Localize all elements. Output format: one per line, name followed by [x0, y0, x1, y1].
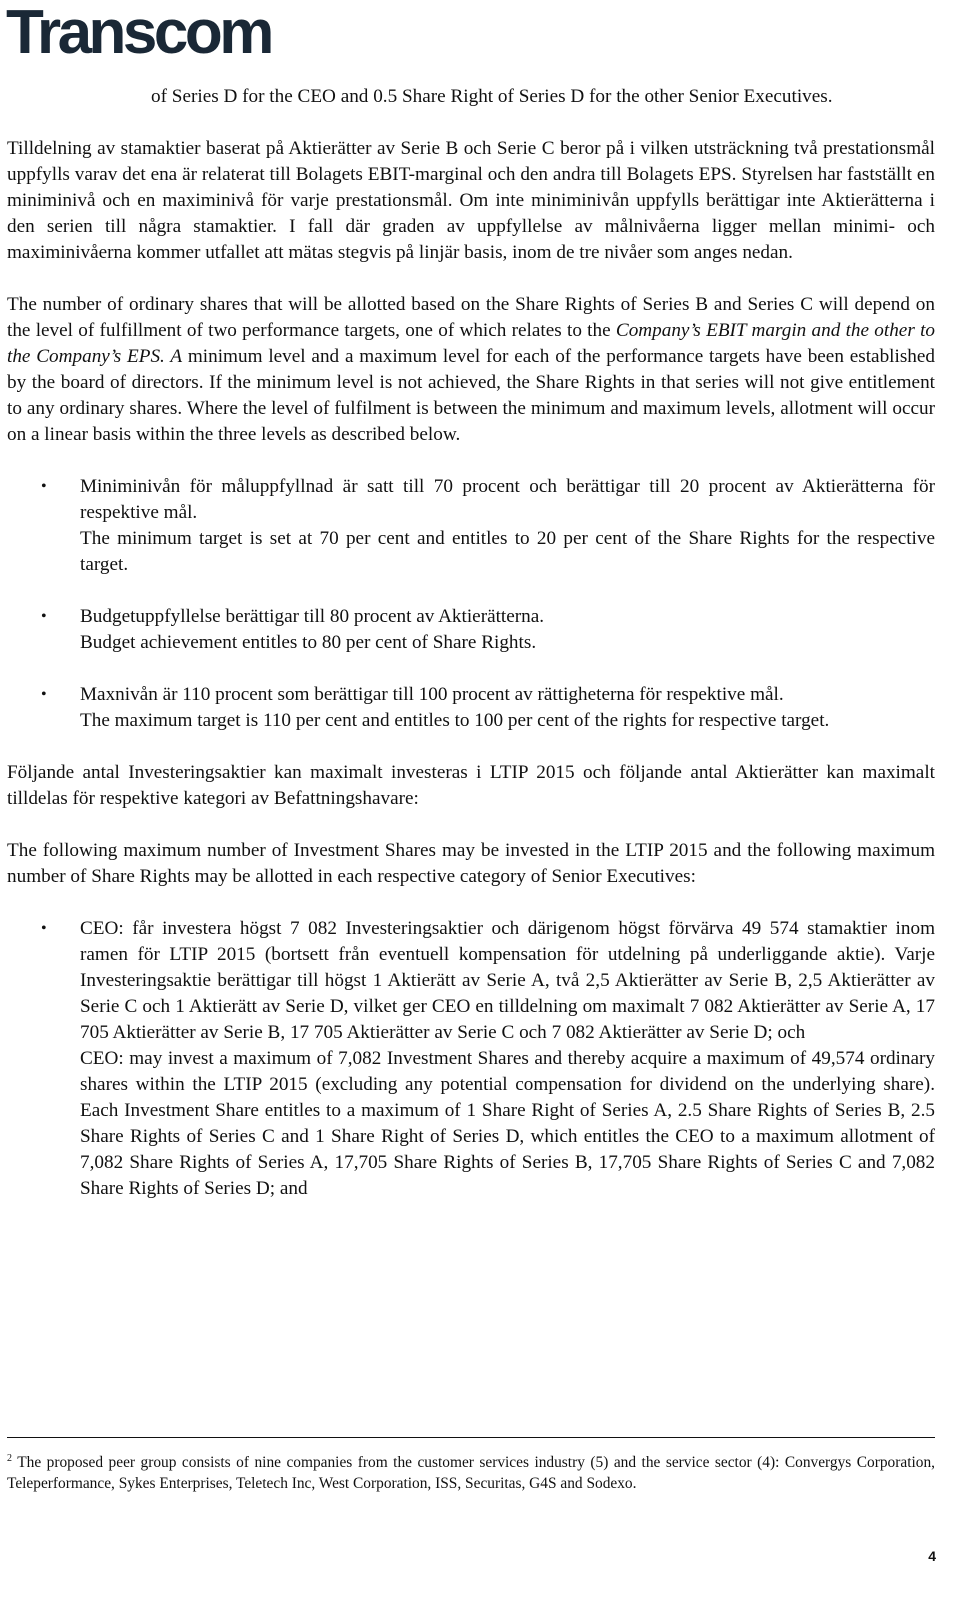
list-item-swedish: CEO: får investera högst 7 082 Investeringsaktier och därigenom högst förvärva 49 574 stamaktier inom ramen för LTIP 2015 (bortsett från eventuell kompensation för utdelning på underliggande aktie). Varje Investeringsaktie berättigar till högst 1 Aktierätt av Serie A, två 2,5 Aktierätter av Serie B, 2,5 Aktierätter av Serie C och 1 Aktierätt av Serie D, vilket ger CEO en tilldelning om maximalt 7 082 Aktierätter av Serie A, 17 705 Aktierätter av Serie B, 17 705 Aktierätter av Serie C och 7 082 Aktierätter av Serie D; och [80, 918, 935, 1043]
list-item-swedish: Miniminivån för måluppfyllnad är satt till 70 procent och berättigar till 20 procent av Aktierätterna för respektive mål. [80, 476, 935, 523]
list-item [7, 474, 935, 578]
bullet-icon: • [41, 608, 47, 625]
paragraph-english-1-part-a: The number of ordinary shares that will be allotted based on the Share Rights of Series B and Series C will depend on the level of fulfillment of two performance targets, one of which relates to the [7, 294, 935, 341]
list-item-swedish: Budgetuppfyllelse berättigar till 80 procent av Aktierätterna. [80, 606, 545, 627]
list-item-english: The minimum target is set at 70 per cent and entitles to 20 per cent of the Share Rights for the respective target. [80, 528, 935, 575]
paragraph-swedish-1: Tilldelning av stamaktier baserat på Aktierätter av Serie B och Serie C beror på i vilken utsträckning två prestationsmål uppfylls varav det ena är relaterat till Bolagets EBIT-marginal och den andra till Bolagets EPS. Styrelsen har fastställt en miniminivå och en maximinivå för varje prestationsmål. Om inte miniminivån uppfylls berättigar inte Aktierätterna i den serien till några stamaktier. I fall där graden av uppfyllelse av målnivåerna ligger mellan minimi- och maximinivåerna kommer utfallet att mätas stegvis på linjär basis, inom de tre nivåer som anges nedan. [7, 138, 935, 263]
paragraph-english-2: The following maximum number of Investment Shares may be invested in the LTIP 2015 and the following maximum number of Share Rights may be allotted in each respective category of Senior Executives: [7, 840, 935, 887]
list-item-english: CEO: may invest a maximum of 7,082 Investment Shares and thereby acquire a maximum of 49,574 ordinary shares within the LTIP 2015 (excluding any potential compensation for dividend on the underlying share). Each Investment Share entitles to a maximum of 1 Share Right of Series A, 2.5 Share Rights of Series B, 2.5 Share Rights of Series C and 1 Share Right of Series D, which entitles the CEO to a maximum allotment of 7,082 Share Rights of Series A, 17,705 Share Rights of Series B, 17,705 Share Rights of Series C and 7,082 Share Rights of Series D; and [80, 1048, 935, 1199]
list-item-english: Budget achievement entitles to 80 per cent of Share Rights. [80, 632, 537, 653]
list-item [7, 682, 935, 734]
footnote-divider [7, 1437, 935, 1438]
bullet-icon: • [41, 686, 47, 703]
page-number: 4 [928, 1548, 936, 1564]
target-levels-list [7, 474, 935, 734]
list-item [7, 604, 935, 656]
paragraph-english-1-italic: Company’s EBIT margin and the other to the Company’s EPS. A [7, 320, 935, 367]
paragraph-english-1 [7, 292, 935, 448]
paragraph-swedish-2: Följande antal Investeringsaktier kan maximalt investeras i LTIP 2015 och följande antal Aktierätter kan maximalt tilldelas för respektive kategori av Befattningshavare: [7, 762, 935, 809]
page-content [7, 84, 935, 1202]
footnote-text: The proposed peer group consists of nine companies from the customer services industry (5) and the service sector (4): Convergys Corporation, Teleperformance, Sykes Enterprises, Teletech Inc, West Corporation, ISS, Securitas, G4S and Sodexo. [7, 1454, 935, 1493]
footnote [7, 1448, 935, 1494]
footnote-marker: 2 [7, 1453, 12, 1464]
bullet-icon: • [41, 920, 47, 937]
allotment-list [7, 916, 935, 1202]
list-item-english: The maximum target is 110 per cent and entitles to 100 per cent of the rights for respective target. [80, 710, 830, 731]
bullet-icon: • [41, 478, 47, 495]
intro-paragraph: of Series D for the CEO and 0.5 Share Right of Series D for the other Senior Executives. [151, 86, 833, 107]
list-item-swedish: Maxnivån är 110 procent som berättigar till 100 procent av rättigheterna för respektive mål. [80, 684, 784, 705]
paragraph-english-1-part-b: minimum level and a maximum level for each of the performance targets have been established by the board of directors. If the minimum level is not achieved, the Share Rights in that series will not give entitlement to any ordinary shares. Where the level of fulfilment is between the minimum and maximum levels, allotment will occur on a linear basis within the three levels as described below. [7, 346, 935, 445]
list-item [7, 916, 935, 1202]
company-logo: Transcom [6, 0, 271, 67]
